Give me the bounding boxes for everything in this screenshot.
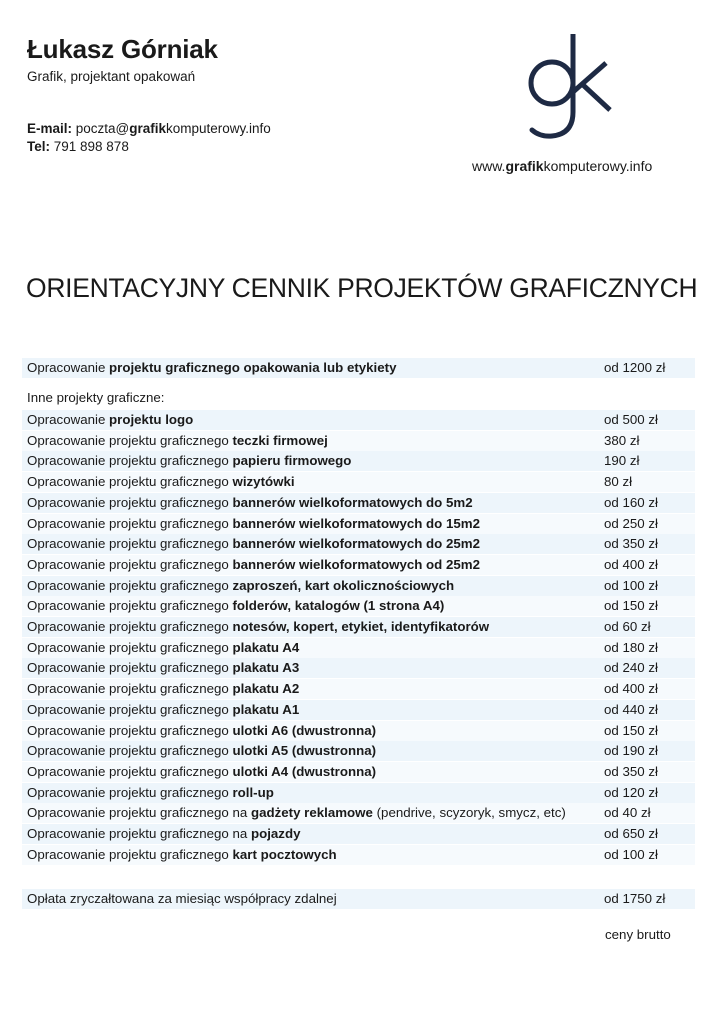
item-description: Opracowanie projektu graficznego folderów, katalogów (1 strona A4) xyxy=(27,598,445,614)
item-description: Opracowanie projektu graficznego plakatu A1 xyxy=(27,701,300,717)
gk-logo xyxy=(522,30,622,148)
phone-label: Tel: xyxy=(27,139,50,154)
price-row-remote xyxy=(22,889,695,909)
item-price: od 440 zł xyxy=(604,701,658,717)
item-price: od 400 zł xyxy=(604,556,658,572)
email-prefix: poczta@ xyxy=(72,121,130,136)
item-price: od 40 zł xyxy=(604,805,651,821)
item-description: Opracowanie projektu graficznego bannerów wielkoformatowych do 15m2 xyxy=(27,515,481,531)
email-suffix: komputerowy.info xyxy=(166,121,271,136)
price-row-packaging xyxy=(22,358,695,378)
item-description: Opracowanie projektu graficznego ulotki A5 (dwustronna) xyxy=(27,743,377,759)
website-link[interactable] xyxy=(472,158,652,174)
item-price: od 240 zł xyxy=(604,660,658,676)
item-description: Opracowanie projektu graficznego opakowania lub etykiety xyxy=(27,360,397,375)
price-row xyxy=(22,638,695,658)
item-description: Opracowanie projektu graficznego na gadżety reklamowe (pendrive, scyzoryk, smycz, etc) xyxy=(27,805,566,821)
item-description: Opłata zryczałtowana za miesiąc współpracy zdalnej xyxy=(27,891,337,906)
item-price: od 250 zł xyxy=(604,515,658,531)
item-price: od 400 zł xyxy=(604,681,658,697)
price-note: ceny brutto xyxy=(605,927,671,942)
item-price: od 190 zł xyxy=(604,743,658,759)
item-description: Opracowanie projektu graficznego plakatu A3 xyxy=(27,660,300,676)
website-prefix: www. xyxy=(472,158,506,174)
item-description: Opracowanie projektu graficznego zaproszeń, kart okolicznościowych xyxy=(27,577,455,593)
price-row xyxy=(22,679,695,699)
item-price: 80 zł xyxy=(604,474,633,490)
item-price: 190 zł xyxy=(604,453,640,469)
price-row xyxy=(22,803,695,823)
price-row xyxy=(22,410,695,430)
item-description: Opracowanie projektu graficznego ulotki A6 (dwustronna) xyxy=(27,722,377,738)
item-description: Opracowanie projektu graficznego na pojazdy xyxy=(27,826,301,841)
other-heading-row xyxy=(22,388,695,408)
item-price: od 150 zł xyxy=(604,722,658,738)
item-description: Opracowanie projektu graficznego bannerów wielkoformatowych do 25m2 xyxy=(27,536,481,552)
item-description: Opracowanie projektu graficznego teczki firmowej xyxy=(27,432,328,448)
item-description: Opracowanie projektu graficznego bannerów wielkoformatowych do 5m2 xyxy=(27,494,473,510)
item-price: od 650 zł xyxy=(604,826,658,841)
item-price: od 160 zł xyxy=(604,494,658,510)
item-price: 380 zł xyxy=(604,432,640,448)
item-description: Opracowanie projektu graficznego notesów, kopert, etykiet, identyfikatorów xyxy=(27,619,490,634)
price-row xyxy=(22,514,695,534)
item-price: od 1200 zł xyxy=(604,360,666,375)
item-price: od 350 zł xyxy=(604,536,658,552)
price-row xyxy=(22,741,695,761)
price-row xyxy=(22,700,695,720)
item-price: od 150 zł xyxy=(604,598,658,614)
price-row xyxy=(22,596,695,616)
author-name: Łukasz Górniak xyxy=(27,34,218,64)
price-row xyxy=(22,783,695,803)
item-description: Opracowanie projektu logo xyxy=(27,412,194,427)
price-row xyxy=(22,576,695,596)
item-description: Opracowanie projektu graficznego plakatu A4 xyxy=(27,639,300,655)
price-row xyxy=(22,534,695,554)
item-price: od 500 zł xyxy=(604,412,658,427)
item-description: Opracowanie projektu graficznego bannerów wielkoformatowych od 25m2 xyxy=(27,556,481,572)
email-line xyxy=(27,121,271,136)
item-description: Opracowanie projektu graficznego papieru firmowego xyxy=(27,453,352,469)
item-price: od 100 zł xyxy=(604,846,658,862)
price-row xyxy=(22,451,695,471)
section-heading: Inne projekty graficzne: xyxy=(27,390,165,405)
email-bold: grafik xyxy=(129,121,167,136)
email-label: E-mail: xyxy=(27,121,73,136)
price-row xyxy=(22,617,695,637)
item-description: Opracowanie projektu graficznego ulotki A4 (dwustronna) xyxy=(27,763,377,779)
price-row xyxy=(22,824,695,844)
item-price: od 120 zł xyxy=(604,784,658,800)
price-row xyxy=(22,431,695,451)
page-title: ORIENTACYJNY CENNIK PROJEKTÓW GRAFICZNYCH xyxy=(26,273,698,303)
price-row xyxy=(22,472,695,492)
price-row xyxy=(22,762,695,782)
price-row xyxy=(22,845,695,865)
item-price: od 180 zł xyxy=(604,639,658,655)
item-price: od 60 zł xyxy=(604,619,651,634)
website-suffix: komputerowy.info xyxy=(543,158,653,174)
item-price: od 350 zł xyxy=(604,763,658,779)
phone-line xyxy=(27,139,129,154)
price-row xyxy=(22,555,695,575)
item-price: od 100 zł xyxy=(604,577,658,593)
item-description: Opracowanie projektu graficznego plakatu A2 xyxy=(27,681,300,697)
item-price: od 1750 zł xyxy=(604,891,666,906)
item-description: Opracowanie projektu graficznego wizytówki xyxy=(27,474,295,490)
price-row xyxy=(22,493,695,513)
price-row xyxy=(22,658,695,678)
item-description: Opracowanie projektu graficznego roll-up xyxy=(27,784,274,800)
author-role: Grafik, projektant opakowań xyxy=(27,69,196,84)
price-row xyxy=(22,721,695,741)
item-description: Opracowanie projektu graficznego kart pocztowych xyxy=(27,846,337,862)
website-bold: grafik xyxy=(505,158,544,174)
phone-number: 791 898 878 xyxy=(50,139,129,154)
